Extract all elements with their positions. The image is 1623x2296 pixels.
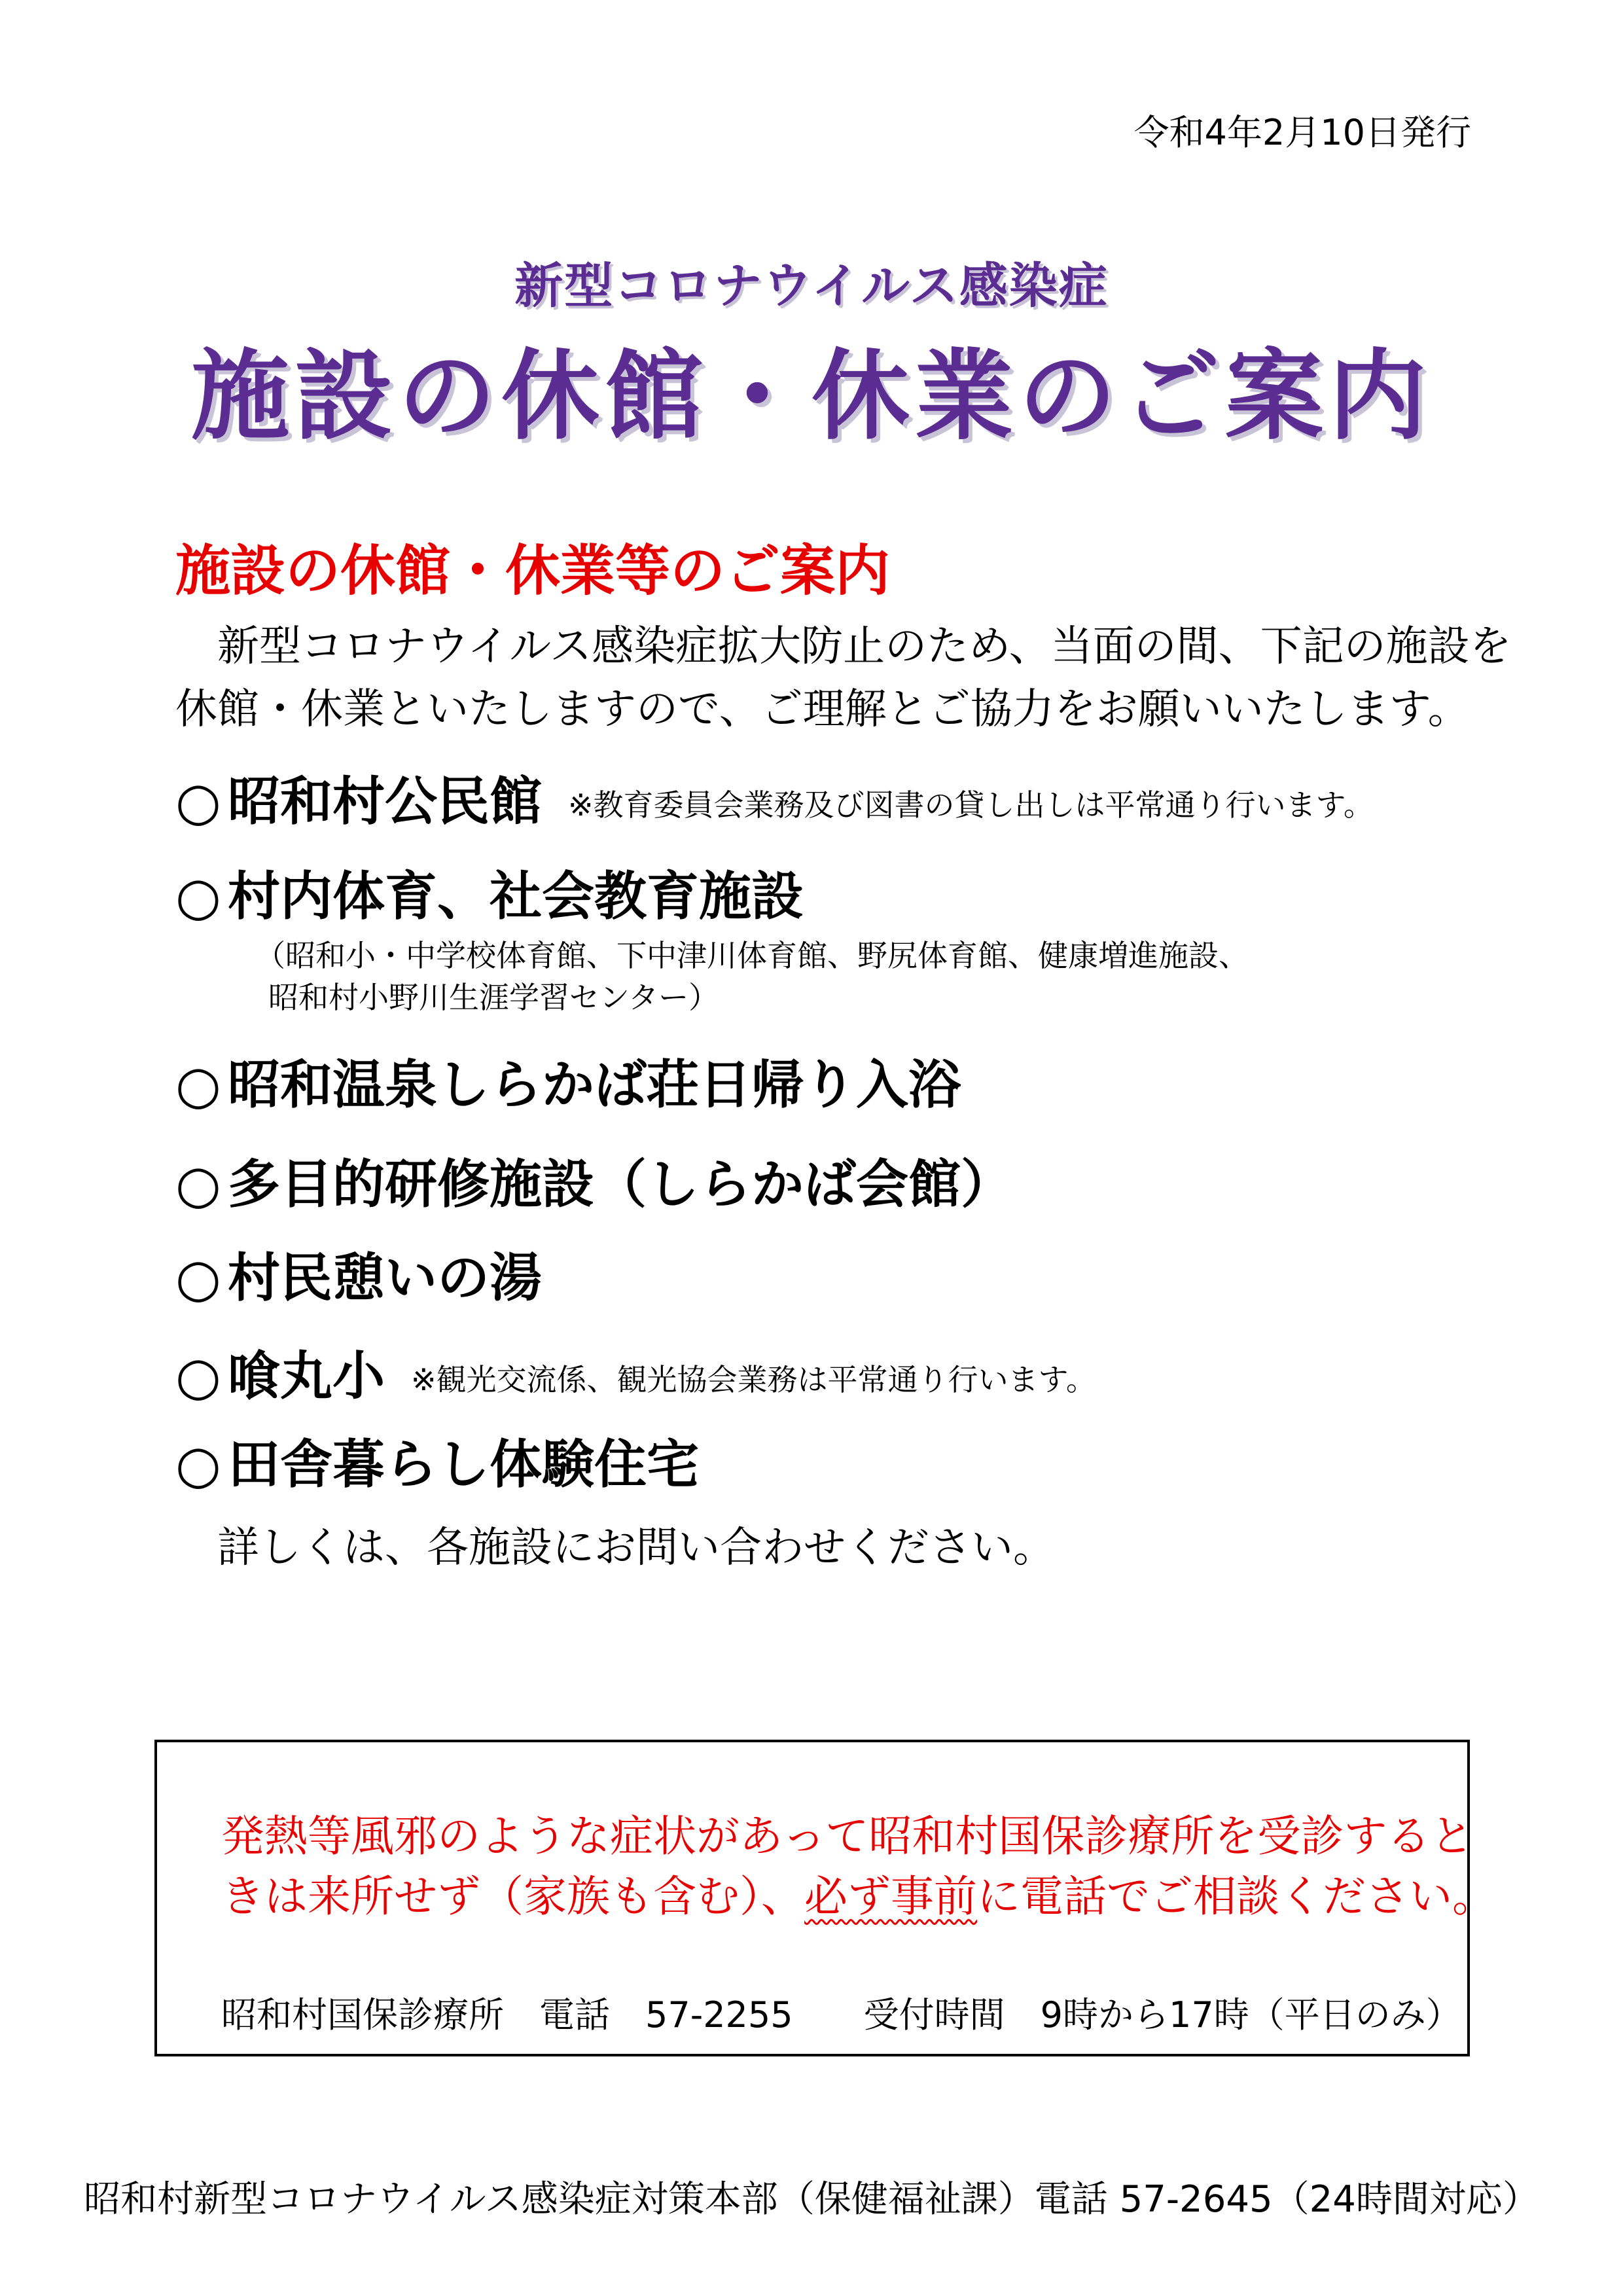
circle-mark-icon: ○ [175,1346,221,1407]
banner-subtitle: 新型コロナウイルス感染症 [514,258,1109,314]
circle-mark-icon: ○ [175,771,221,832]
facility-item [175,1346,1096,1407]
intro-line-1: 新型コロナウイルス感染症拡大防止のため、当面の間、下記の施設を [217,622,1512,671]
notice-text [221,1806,1495,1927]
closing-text: 詳しくは、各施設にお問い合わせください。 [217,1524,1055,1572]
facility-item [175,771,1374,832]
facility-note: ※教育委員会業務及び図書の貸し出しは平常通り行います。 [568,787,1374,823]
circle-mark-icon: ○ [175,1054,221,1115]
banner-title: 施設の休館・休業のご案内 [190,340,1432,454]
notice-line-1: 発熱等風邪のような症状があって昭和村国保診療所を受診すると [221,1811,1474,1861]
facility-name: 村内体育、社会教育施設 [228,866,804,927]
facility-item [175,866,804,927]
notice-line-2-part-a: きは来所せず（家族も含む）、 [221,1871,804,1922]
section-heading: 施設の休館・休業等のご案内 [175,539,891,603]
facility-name: 昭和温泉しらかば荘日帰り入浴 [228,1054,961,1115]
facility-name: 村民憩いの湯 [228,1247,542,1308]
circle-mark-icon: ○ [175,866,221,927]
intro-paragraph [175,615,1512,741]
facility-name: 田舎暮らし体験住宅 [228,1434,699,1495]
facility-note: ※観光交流係、観光協会業務は平常通り行います。 [411,1362,1096,1398]
notice-emphasis: 必ず事前 [804,1871,977,1922]
facility-item [175,1247,542,1308]
intro-line-2: 休館・休業といたしますので、ご理解とご協力をお願いいたします。 [175,685,1470,734]
circle-mark-icon: ○ [175,1434,221,1495]
facility-item [175,1154,1013,1215]
footer-contact: 昭和村新型コロナウイルス感染症対策本部（保健福祉課）電話 57-2645（24時間対応） [84,2178,1539,2221]
facility-sub-note: （昭和小・中学校体育館、下中津川体育館、野尻体育館、健康増進施設、 [255,938,1249,973]
facility-name: 喰丸小 [228,1346,385,1407]
clinic-contact: 昭和村国保診療所 電話 57-2255 受付時間 9時から17時（平日のみ） [221,1994,1461,2036]
circle-mark-icon: ○ [175,1247,221,1308]
facility-name: 多目的研修施設（しらかば会館） [228,1154,1013,1215]
facility-item [175,1434,699,1495]
notice-line-2-part-c: に電話でご相談ください。 [977,1871,1495,1922]
facility-sub-note: 昭和村小野川生涯学習センター） [268,980,719,1015]
facility-item [175,1054,961,1115]
notice-line-2 [221,1867,1495,1927]
circle-mark-icon: ○ [175,1154,221,1215]
issue-date: 令和4年2月10日発行 [1133,112,1471,153]
facility-name: 昭和村公民館 [228,771,542,832]
